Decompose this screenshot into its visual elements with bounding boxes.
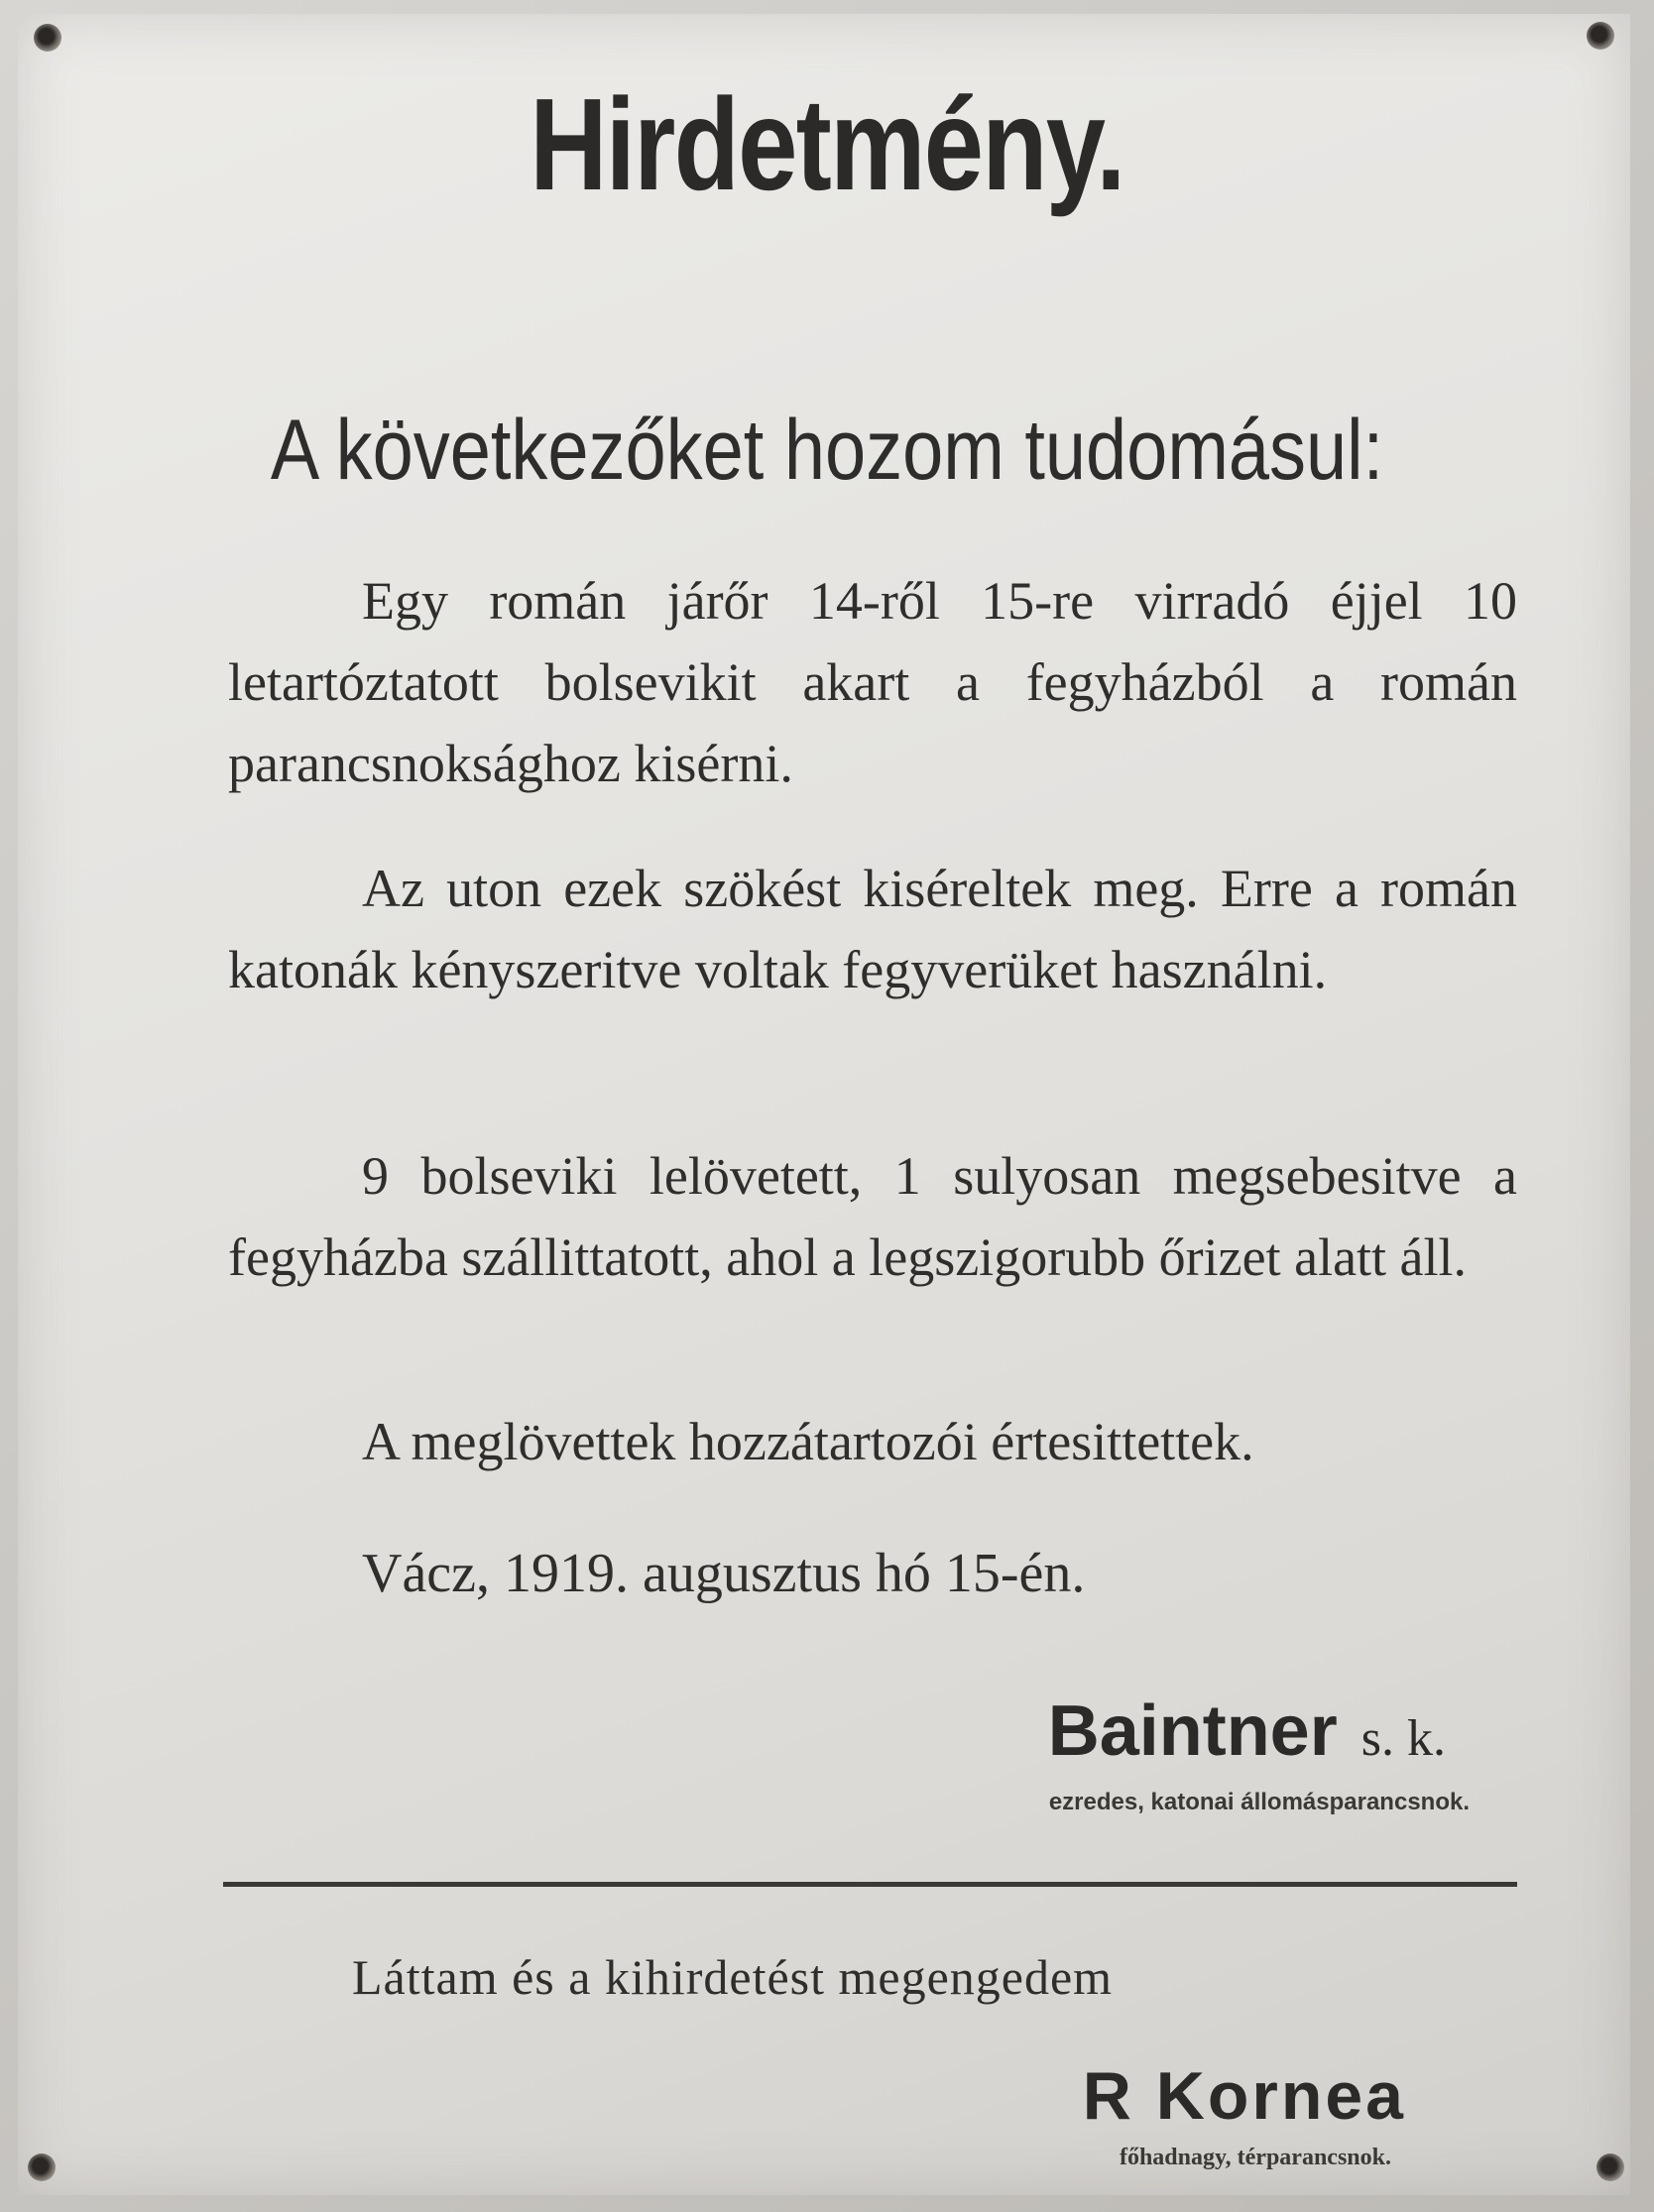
- approval-text: Láttam és a kihirdetést megengedem: [352, 1949, 1114, 2005]
- screw-bottom-left-icon: [28, 2154, 56, 2181]
- notice-poster: [18, 14, 1630, 2195]
- notice-subtitle: A következőket hozom tudomásul:: [270, 403, 1384, 498]
- paragraph-4: A meglövettek hozzátartozói értesittettek.: [362, 1412, 1254, 1471]
- paragraph-1: Egy román járőr 14-ről 15-re virradó éjjel 10 letartóztatott bolsevikit akart a fegyházból a román parancsnoksághoz kisérni.: [228, 571, 1517, 793]
- signatory-role: ezredes, katonai állomásparancsnok.: [1048, 1789, 1470, 1815]
- signatory-name: Baintner: [1047, 1691, 1338, 1771]
- approver-role: főhadnagy, térparancsnok.: [1119, 2145, 1391, 2170]
- signatory-suffix: s. k.: [1360, 1710, 1446, 1767]
- notice-title: Hirdetmény.: [530, 71, 1124, 217]
- paragraph-3: 9 bolseviki lelövetett, 1 sulyosan megsebesitve a fegyházba szállittatott, ahol a legszigorubb őrizet alatt áll.: [228, 1146, 1517, 1287]
- screw-top-right-icon: [1587, 22, 1614, 50]
- dateline: Vácz, 1919. augusztus hó 15-én.: [362, 1543, 1086, 1604]
- screw-top-left-icon: [34, 24, 61, 52]
- divider-rule: [223, 1882, 1517, 1887]
- paragraph-2: Az uton ezek szökést kiséreltek meg. Erre a román katonák kényszeritve voltak fegyverüket használni.: [228, 859, 1517, 999]
- signature-block: [1048, 1690, 1446, 1772]
- screw-bottom-right-icon: [1596, 2154, 1624, 2181]
- approver-name: R Kornea: [1082, 2058, 1406, 2134]
